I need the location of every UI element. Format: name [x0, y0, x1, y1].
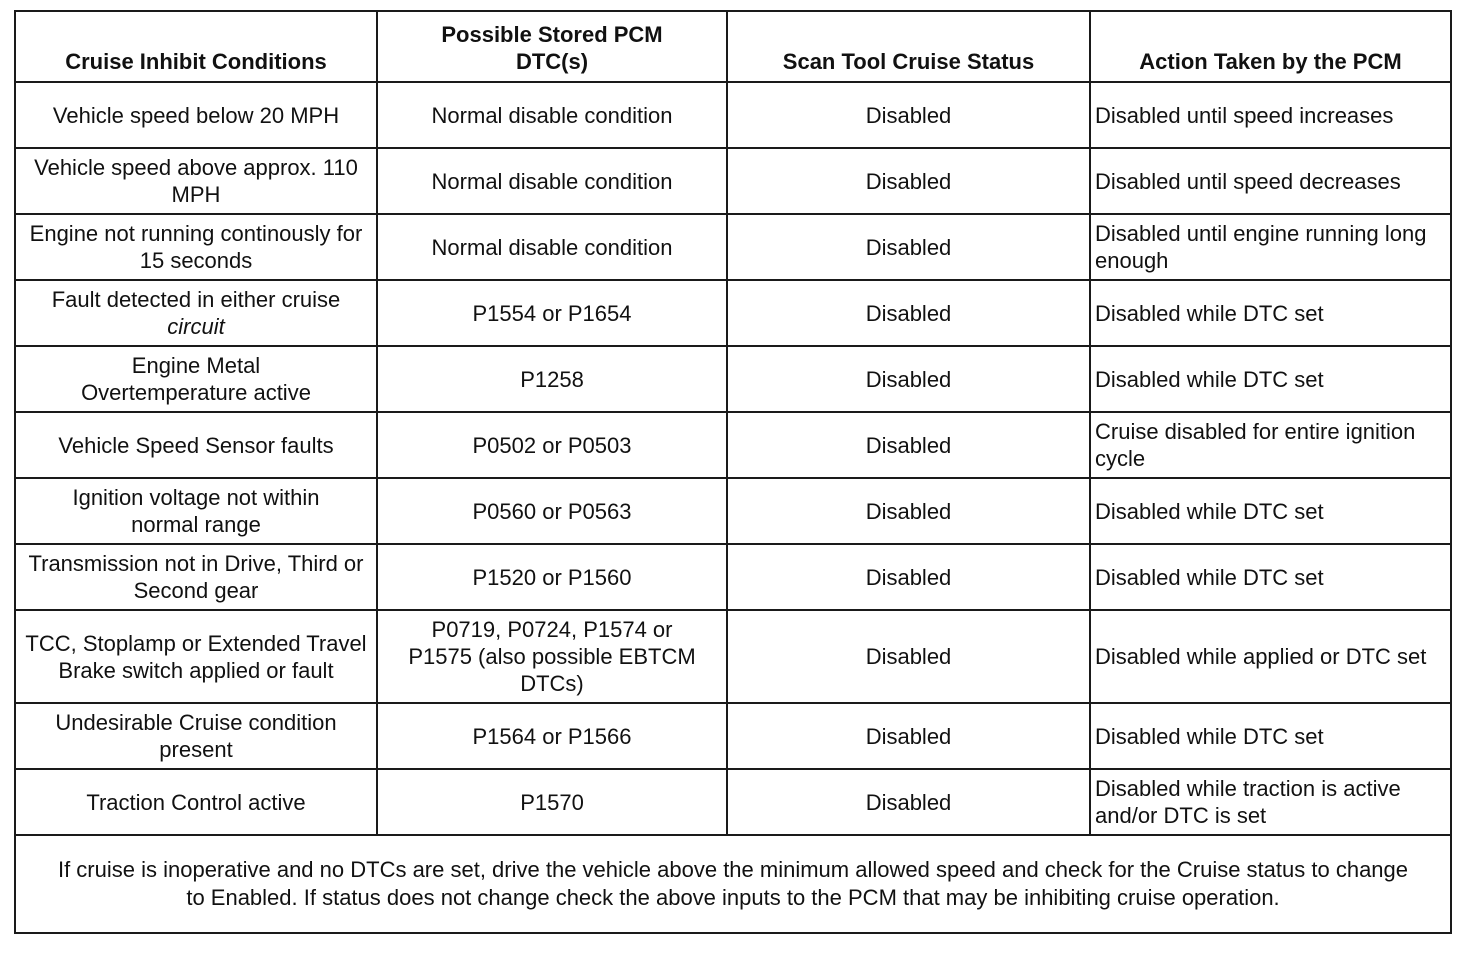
condition-cell	[15, 280, 377, 346]
action-cell: Disabled while DTC set	[1090, 544, 1451, 610]
status-cell: Disabled	[727, 280, 1090, 346]
status-cell: Disabled	[727, 769, 1090, 835]
condition-cell: Engine not running continously for 15 seconds	[15, 214, 377, 280]
dtc-cell: Normal disable condition	[377, 148, 727, 214]
action-cell: Cruise disabled for entire ignition cycle	[1090, 412, 1451, 478]
status-cell: Disabled	[727, 412, 1090, 478]
dtc-cell: Normal disable condition	[377, 214, 727, 280]
status-cell: Disabled	[727, 214, 1090, 280]
status-cell: Disabled	[727, 544, 1090, 610]
condition-cell: Engine Metal Overtemperature active	[15, 346, 377, 412]
table-row	[15, 478, 1451, 544]
note-row	[15, 835, 1451, 933]
header-status: Scan Tool Cruise Status	[727, 11, 1090, 82]
status-cell: Disabled	[727, 478, 1090, 544]
action-cell: Disabled while DTC set	[1090, 478, 1451, 544]
condition-cell: Vehicle speed below 20 MPH	[15, 82, 377, 148]
table-row	[15, 412, 1451, 478]
dtc-cell: P1258	[377, 346, 727, 412]
dtc-cell: P0719, P0724, P1574 or P1575 (also possible EBTCM DTCs)	[377, 610, 727, 703]
action-cell: Disabled while DTC set	[1090, 703, 1451, 769]
status-cell: Disabled	[727, 346, 1090, 412]
dtc-cell: P0560 or P0563	[377, 478, 727, 544]
condition-cell: TCC, Stoplamp or Extended Travel Brake switch applied or fault	[15, 610, 377, 703]
dtc-cell: P0502 or P0503	[377, 412, 727, 478]
table-row	[15, 346, 1451, 412]
action-cell: Disabled while DTC set	[1090, 346, 1451, 412]
status-cell: Disabled	[727, 610, 1090, 703]
table-row	[15, 769, 1451, 835]
dtc-cell: P1520 or P1560	[377, 544, 727, 610]
action-cell: Disabled until speed increases	[1090, 82, 1451, 148]
table-row	[15, 148, 1451, 214]
action-cell: Disabled while applied or DTC set	[1090, 610, 1451, 703]
cruise-inhibit-table	[14, 10, 1452, 934]
condition-cell: Transmission not in Drive, Third or Second gear	[15, 544, 377, 610]
dtc-cell: P1554 or P1654	[377, 280, 727, 346]
header-row	[15, 11, 1451, 82]
status-cell: Disabled	[727, 703, 1090, 769]
table-row	[15, 610, 1451, 703]
action-cell: Disabled while traction is active and/or DTC is set	[1090, 769, 1451, 835]
table-row	[15, 214, 1451, 280]
condition-text-italic: circuit	[167, 314, 225, 339]
condition-cell: Undesirable Cruise condition present	[15, 703, 377, 769]
header-action: Action Taken by the PCM	[1090, 11, 1451, 82]
condition-cell: Vehicle speed above approx. 110 MPH	[15, 148, 377, 214]
header-dtcs: Possible Stored PCM DTC(s)	[377, 11, 727, 82]
table-row	[15, 280, 1451, 346]
dtc-cell: P1570	[377, 769, 727, 835]
table-row	[15, 703, 1451, 769]
condition-cell: Vehicle Speed Sensor faults	[15, 412, 377, 478]
condition-cell: Traction Control active	[15, 769, 377, 835]
table-row	[15, 82, 1451, 148]
dtc-cell: Normal disable condition	[377, 82, 727, 148]
note-text: If cruise is inoperative and no DTCs are set, drive the vehicle above the minimum allowed speed and check for the Cruise status to change to Enabled. If status does not change check the above inputs to the PCM that may be inhibiting cruise operation.	[15, 835, 1451, 933]
status-cell: Disabled	[727, 148, 1090, 214]
action-cell: Disabled while DTC set	[1090, 280, 1451, 346]
action-cell: Disabled until engine running long enough	[1090, 214, 1451, 280]
table-row	[15, 544, 1451, 610]
header-conditions: Cruise Inhibit Conditions	[15, 11, 377, 82]
status-cell: Disabled	[727, 82, 1090, 148]
condition-text: Fault detected in either cruise	[51, 287, 341, 312]
action-cell: Disabled until speed decreases	[1090, 148, 1451, 214]
dtc-cell: P1564 or P1566	[377, 703, 727, 769]
condition-cell: Ignition voltage not within normal range	[15, 478, 377, 544]
